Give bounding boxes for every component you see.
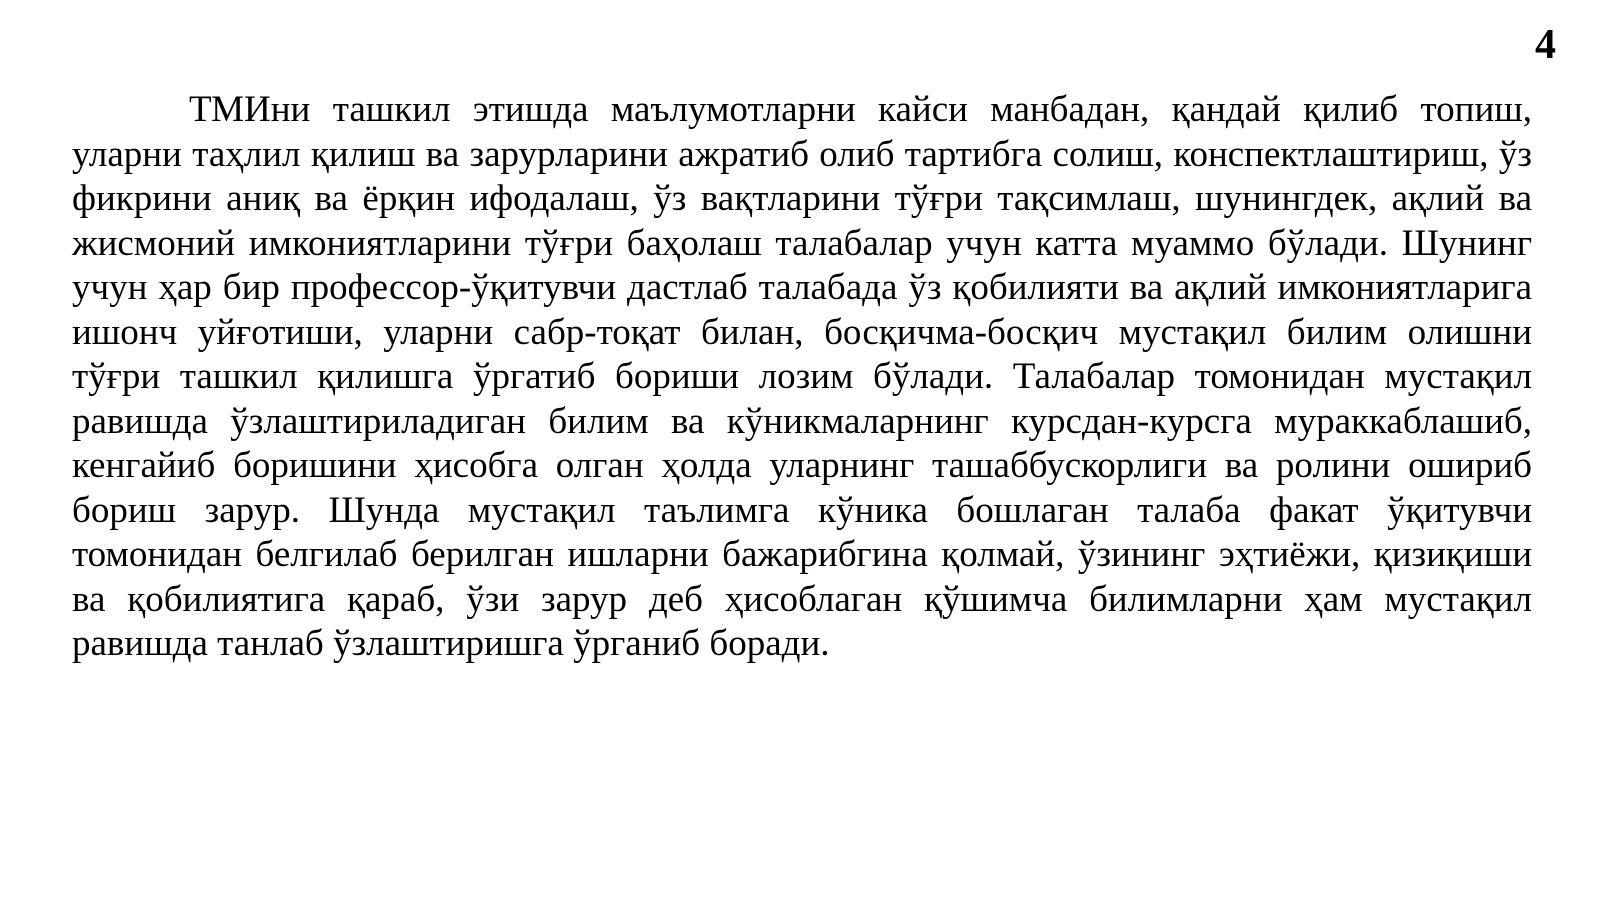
page-number: 4 bbox=[1535, 22, 1556, 68]
body-paragraph: ТМИни ташкил этишда маълумотларни кайси манбадан, қандай қилиб топиш, уларни таҳлил қилиш ва зарурларини ажратиб олиб тартибга солиш, конспектлаштириш, ўз фикрини аниқ ва ёрқин ифодалаш, ўз вақтларини тўғри тақсимлаш, шунингдек, ақлий ва жисмоний имкониятларини тўғри баҳолаш талабалар учун катта муаммо бўлади. Шунинг учун ҳар бир профессор-ўқитувчи дастлаб талабада ўз қобилияти ва ақлий имкониятларига ишонч уйғотиши, уларни сабр-тоқат билан, босқичма-босқич мустақил билим олишни тўғри ташкил қилишга ўргатиб бориши лозим бўлади. Талабалар томонидан мустақил равишда ўзлаштириладиган билим ва кўникмаларнинг курсдан-курсга мураккаблашиб, кенгайиб боришини ҳисобга олган ҳолда уларнинг ташаббускорлиги ва ролини ошириб бориш зарур. Шунда мустақил таълимга кўника бошлаган талаба факат ўқитувчи томонидан белгилаб берилган ишларни бажарибгина қолмай, ўзининг эҳтиёжи, қизиқиши ва қобилиятига қараб, ўзи зарур деб ҳисоблаган қўшимча билимларни ҳам мустақил равишда танлаб ўзлаштиришга ўрганиб боради. bbox=[72, 89, 1532, 664]
